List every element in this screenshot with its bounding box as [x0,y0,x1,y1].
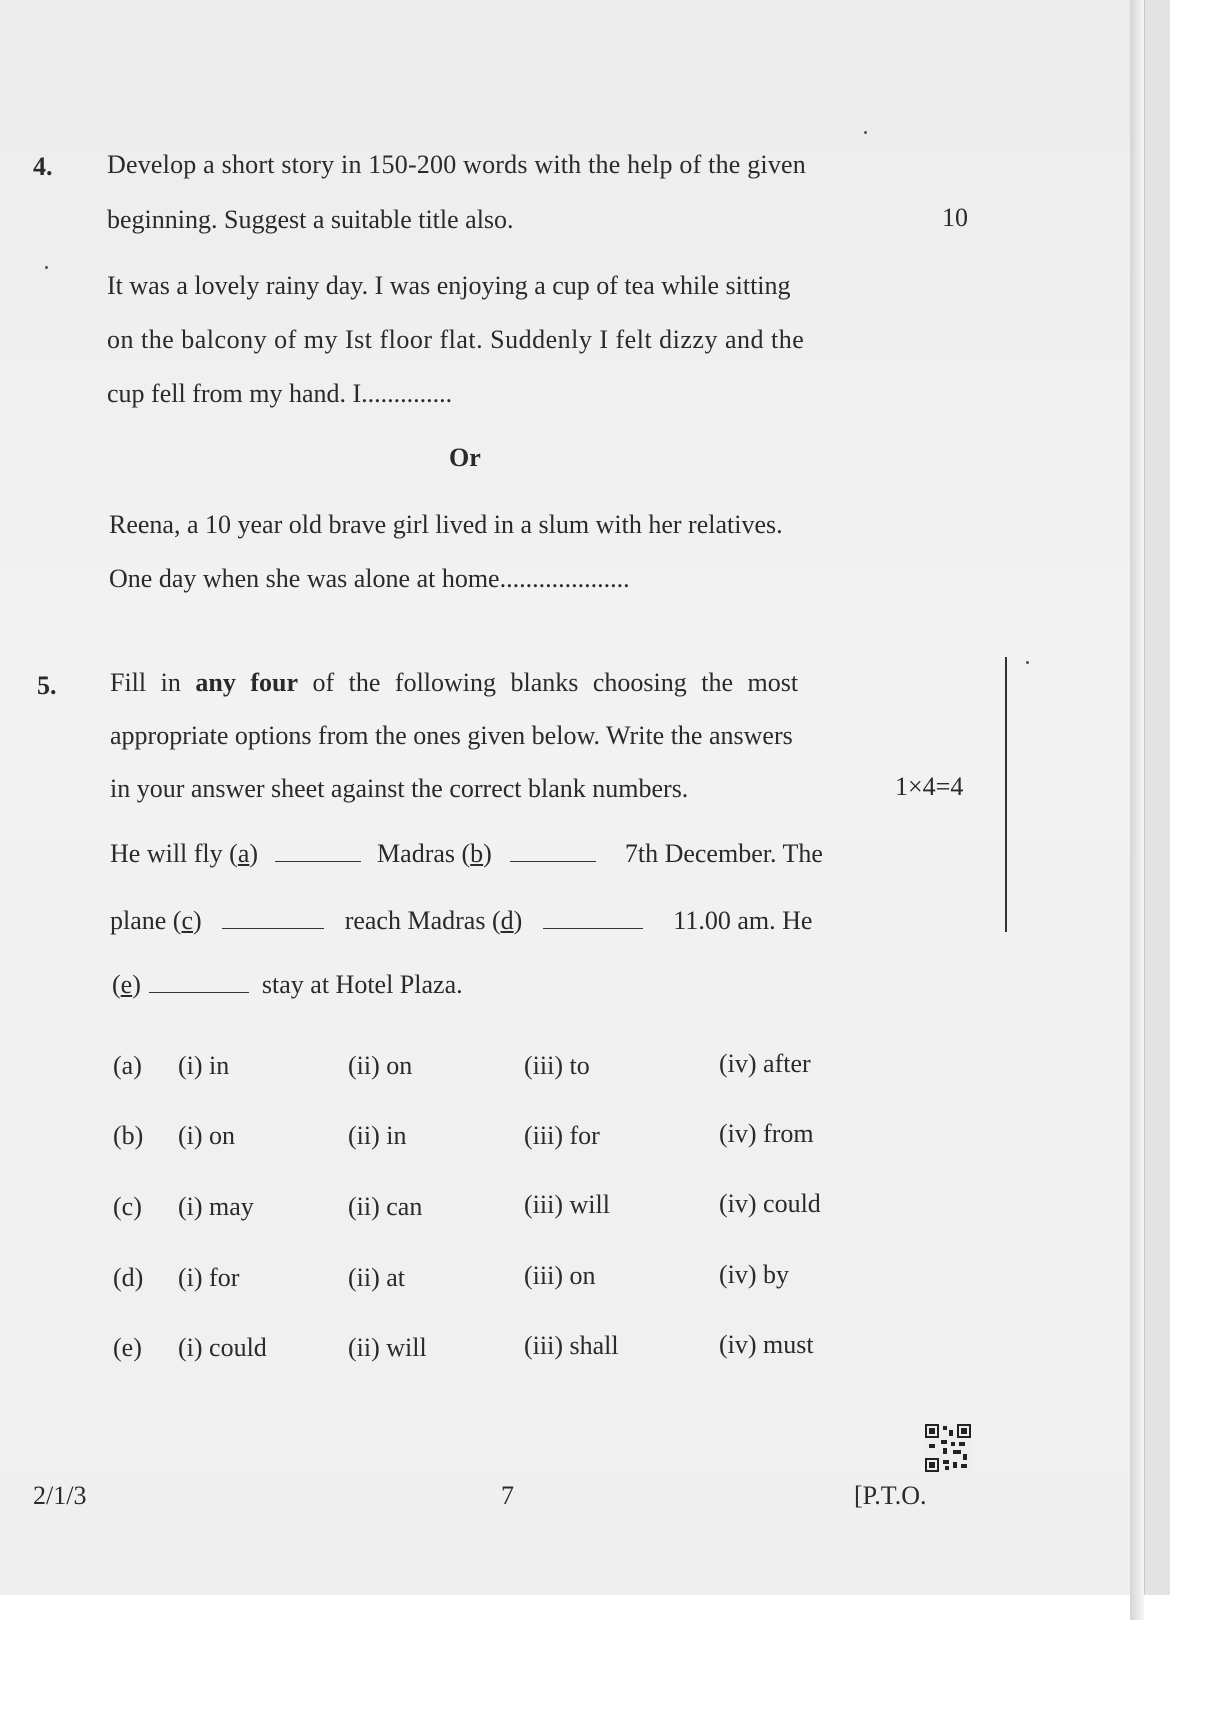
story-1-line-1: It was a lovely rainy day. I was enjoying a cup of tea while sitting [107,271,791,300]
story-1-line-3: cup fell from my hand. I.............. [107,379,453,408]
option-choice: (ii) on [348,1051,413,1080]
option-choice: (ii) can [348,1192,423,1221]
option-choice: (i) in [178,1051,230,1080]
passage-text: stay at Hotel Plaza. [261,970,463,999]
option-row-label: (c) [113,1192,142,1221]
option-choice: (iv) could [719,1189,821,1218]
story-2-line-2: One day when she was alone at home.................... [109,564,630,593]
scan-speck [1026,661,1029,664]
question-4-marks: 10 [942,203,968,232]
passage-text: ) [513,906,523,935]
option-choice: (iii) for [524,1121,600,1150]
passage-text: ) [132,970,141,999]
blank-a [275,839,361,862]
or-separator: Or [449,443,481,472]
passage-text: ) [483,839,492,868]
option-choice: (ii) will [348,1333,427,1362]
page-number: 7 [501,1481,514,1510]
option-choice: (iii) on [524,1261,596,1290]
story-2-line-1: Reena, a 10 year old brave girl lived in a slum with her relatives. [109,510,783,539]
option-choice: (iii) shall [524,1331,619,1360]
option-choice: (ii) at [348,1263,406,1292]
blank-e [149,970,249,993]
option-choice: (iv) from [719,1119,814,1148]
option-choice: (iv) by [719,1260,790,1289]
passage-text: He will fly ( [110,839,238,868]
question-4-line-1: Develop a short story in 150-200 words with the help of the given [107,150,806,179]
passage-text: ) [249,839,259,868]
option-row-label: (d) [113,1263,144,1292]
story-1-line-2: on the balcony of my Ist floor flat. Suddenly I felt dizzy and the [107,325,805,354]
passage-text: 11.00 am. He [673,906,813,935]
paper-code: 2/1/3 [33,1481,87,1510]
blank-letter-b: b [470,839,484,868]
question-4-number: 4. [33,152,53,181]
option-choice: (iv) must [719,1330,814,1359]
passage-text: Madras ( [377,839,471,868]
blank-b [510,839,596,862]
scan-speck [864,131,867,134]
option-choice: (iv) after [719,1049,811,1078]
passage-line-2 [110,906,812,936]
question-5-line-1 [110,668,798,698]
passage-line-3 [112,970,463,1000]
option-choice: (i) could [178,1333,267,1362]
blank-letter-e: e [120,970,133,999]
sheet-shadow [1130,0,1144,1620]
question-5-number: 5. [37,671,57,700]
blank-letter-a: a [237,839,250,868]
option-row-label: (b) [113,1121,144,1150]
qr-code-icon [925,1424,971,1472]
passage-text: 7th December. The [624,839,823,868]
question-4-line-2: beginning. Suggest a suitable title also. [107,205,514,234]
margin-rule [1005,657,1007,932]
q5-text: of the following blanks choosing the most [297,668,799,697]
option-row-label: (a) [113,1051,142,1080]
option-choice: (i) may [178,1192,254,1221]
passage-text: ( [112,970,121,999]
blank-c [222,906,324,929]
page-edge [1144,0,1170,1595]
scan-speck [45,266,48,269]
option-row-label: (e) [113,1333,142,1362]
option-choice: (i) on [178,1121,236,1150]
passage-line-1 [110,839,823,869]
blank-d [543,906,643,929]
question-5-line-3: in your answer sheet against the correct blank numbers. [110,774,689,803]
passage-text: ) [193,906,202,935]
blank-letter-c: c [181,906,194,935]
option-choice: (iii) to [524,1051,590,1080]
option-choice: (iii) will [524,1190,610,1219]
passage-text: reach Madras ( [344,906,501,935]
blank-letter-d: d [500,906,514,935]
option-choice: (i) for [178,1263,240,1292]
passage-text: plane ( [110,906,182,935]
page-turn-over: [P.T.O. [854,1481,927,1510]
q5-bold-text: any four [195,668,298,697]
option-choice: (ii) in [348,1121,407,1150]
question-5-line-2: appropriate options from the ones given below. Write the answers [110,721,793,750]
q5-text: Fill in [110,668,196,697]
question-5-marks: 1×4=4 [895,772,964,801]
